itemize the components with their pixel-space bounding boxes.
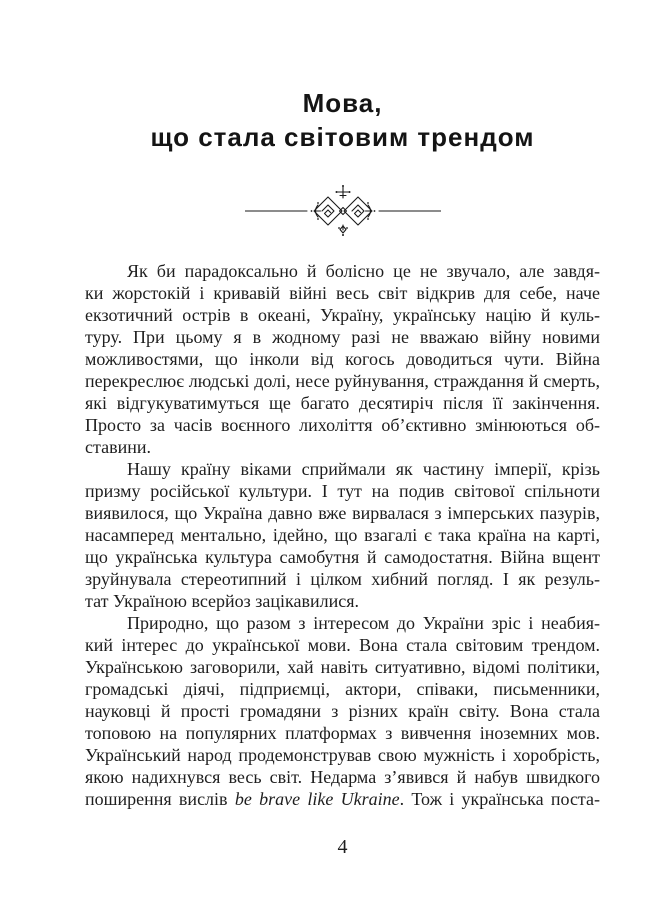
text-line: Як би парадоксально й болісно це не звучало, але завдя- bbox=[127, 261, 600, 281]
text-line: які відгукуватимуться ще багато десятиріч після її закінчення. bbox=[85, 393, 600, 413]
text-line: Природно, що разом з інтересом до України зріс і неабия- bbox=[127, 613, 600, 633]
page-footer bbox=[85, 836, 600, 858]
chapter-title-line2: що стала світовим трендом bbox=[150, 122, 535, 152]
text-line: Просто за часів воєнного лихоліття об’єктивно змінюються об- bbox=[85, 415, 600, 435]
text-line: перекреслює людські долі, несе руйнування, страждання й смерть, bbox=[85, 371, 600, 391]
chapter-title bbox=[85, 86, 600, 154]
text-line: науковці й прості громадяни з різних країн світу. Вона стала bbox=[85, 701, 600, 721]
text-line: туру. При цьому я в жодному разі не вважаю війну новими bbox=[85, 327, 600, 347]
paragraph bbox=[85, 260, 600, 458]
text-line: можливостями, що інколи від когось доводиться чути. Війна bbox=[85, 349, 600, 369]
body-text bbox=[85, 260, 600, 810]
paragraph bbox=[85, 458, 600, 612]
text-line: громадські діячі, підприємці, актори, співаки, письменники, bbox=[85, 679, 600, 699]
text-line: виявилося, що Україна давно вже вирвалася з імперських пазурів, bbox=[85, 503, 600, 523]
chapter-title-line1: Мова, bbox=[302, 88, 383, 118]
paragraph bbox=[85, 612, 600, 810]
text-line: екзотичний острів в океані, Україну, українську націю й куль- bbox=[85, 305, 600, 325]
text-line: Нашу країну віками сприймали як частину імперії, крізь bbox=[127, 459, 600, 479]
text-line: Український народ продемонстрував свою мужність і хоробрість, bbox=[85, 745, 600, 765]
text-line: зруйнувала стереотипний і цілком хибний погляд. І як резуль- bbox=[85, 569, 600, 589]
text-line: що українська культура самобутня й самодостатня. Війна вщент bbox=[85, 547, 600, 567]
text-line: ки жорстокій і кривавій війні весь світ відкрив для себе, наче bbox=[85, 283, 600, 303]
text-line: тат Україною всерйоз зацікавилися. bbox=[85, 591, 359, 611]
decorative-divider bbox=[85, 184, 600, 236]
text-line: кий інтерес до української мови. Вона стала світовим трендом. bbox=[85, 635, 600, 655]
divider-ornament-icon bbox=[245, 184, 441, 236]
text-line: якою надихнувся весь світ. Недарма з’явився й набув швидкого bbox=[85, 767, 600, 787]
text-line: насамперед ментально, ідейно, що взагалі є така країна на карті, bbox=[85, 525, 600, 545]
text-line: топовою на популярних платформах з вивчення іноземних мов. bbox=[85, 723, 600, 743]
text-line: ставини. bbox=[85, 437, 151, 457]
page-number: 4 bbox=[337, 836, 348, 858]
text-line: Українською заговорили, хай навіть ситуативно, відомі політики, bbox=[85, 657, 600, 677]
text-line: поширення вислів be brave like Ukraine. Тож і українська поста- bbox=[85, 789, 600, 809]
text-line: призму російської культури. І тут на подив світової спільноти bbox=[85, 481, 600, 501]
